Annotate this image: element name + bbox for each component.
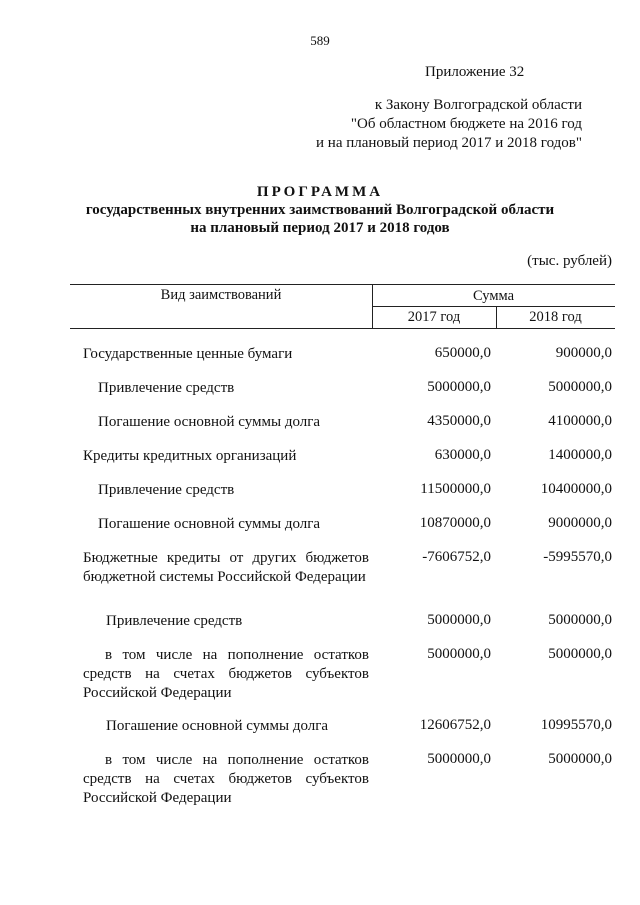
row-label: Кредиты кредитных организаций [83, 448, 297, 464]
value-2017: 5000000,0 [427, 379, 491, 395]
units-label: (тыс. рублей) [527, 253, 612, 269]
value-2018: 10995570,0 [540, 717, 612, 733]
value-2017: 4350000,0 [427, 413, 491, 429]
value-2018: 4100000,0 [548, 413, 612, 429]
value-2018: 10400000,0 [540, 481, 612, 497]
row-label: в том числе на пополнение остатков средств на счетах бюджетов субъектов Российской Федерации [83, 752, 369, 806]
value-2017: 5000000,0 [427, 612, 491, 628]
row-label: Привлечение средств [98, 482, 235, 498]
value-2018: 5000000,0 [548, 646, 612, 662]
program-subtitle-line-1: государственных внутренних заимствований Волгоградской области [85, 202, 555, 218]
value-2017: 5000000,0 [427, 646, 491, 662]
value-2018: 5000000,0 [548, 379, 612, 395]
value-2018: 900000,0 [555, 345, 612, 361]
value-2018: 9000000,0 [548, 515, 612, 531]
header-sum: Сумма [472, 288, 515, 304]
value-2017: -7606752,0 [422, 549, 491, 565]
value-2017: 5000000,0 [427, 751, 491, 767]
appendix-label: Приложение 32 [425, 64, 525, 80]
header-year-2017: 2017 год [407, 309, 461, 325]
law-reference-line-2: "Об областном бюджете на 2016 год [350, 116, 582, 132]
program-subtitle-line-2: на плановый период 2017 и 2018 годов [190, 220, 450, 236]
row-label: Погашение основной суммы долга [98, 516, 321, 532]
law-reference-line-1: к Закону Волгоградской области [374, 97, 582, 113]
page-number: 589 [310, 33, 330, 48]
header-top-rule [70, 284, 615, 285]
row-label: Привлечение средств [98, 380, 235, 396]
value-2017: 12606752,0 [419, 717, 491, 733]
header-mid-rule [372, 306, 615, 307]
row-label: Бюджетные кредиты от других бюджетов бюджетной системы Российской Федерации [83, 550, 369, 585]
row-label: Привлечение средств [106, 613, 243, 629]
header-bottom-rule [70, 328, 615, 329]
value-2017: 630000,0 [434, 447, 491, 463]
value-2017: 650000,0 [434, 345, 491, 361]
value-2018: -5995570,0 [543, 549, 612, 565]
row-label: Погашение основной суммы долга [98, 414, 321, 430]
value-2018: 5000000,0 [548, 612, 612, 628]
header-year-2018: 2018 год [529, 309, 582, 325]
header-kind: Вид заимствований [160, 287, 282, 303]
row-label: Государственные ценные бумаги [83, 346, 293, 362]
value-2017: 11500000,0 [420, 481, 491, 497]
value-2018: 1400000,0 [548, 447, 612, 463]
row-label: в том числе на пополнение остатков средств на счетах бюджетов субъектов Российской Федерации [83, 647, 369, 701]
row-label: Погашение основной суммы долга [106, 718, 329, 734]
program-title: ПРОГРАММА [256, 184, 384, 200]
value-2017: 10870000,0 [419, 515, 491, 531]
value-2018: 5000000,0 [548, 751, 612, 767]
law-reference-line-3: и на плановый период 2017 и 2018 годов" [316, 135, 582, 151]
